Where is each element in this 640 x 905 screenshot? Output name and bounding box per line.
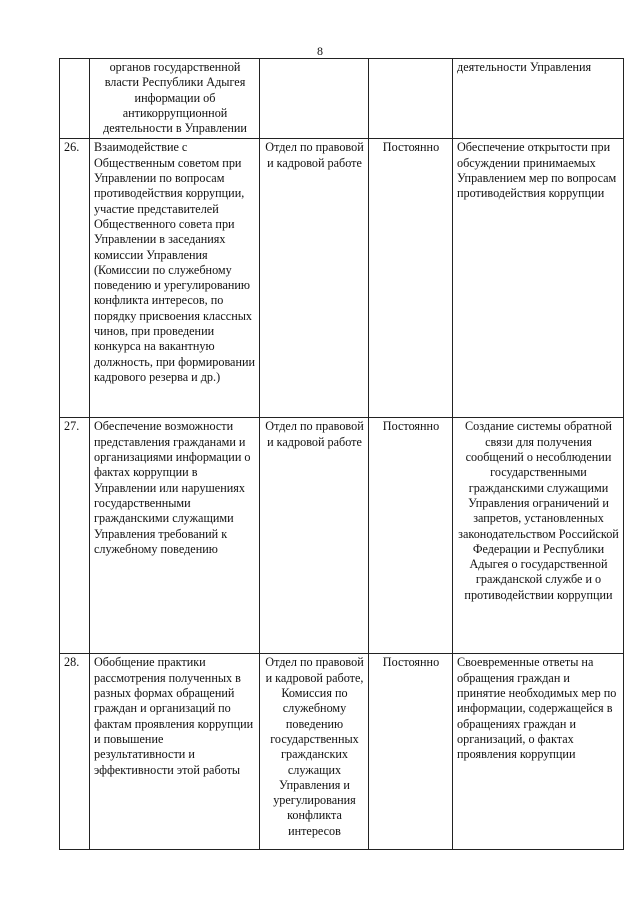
activity-cell: органов государственной власти Республики Адыгея информации об антикоррупционной деятельности в Управлении — [90, 59, 260, 139]
term-cell: Постоянно — [369, 418, 453, 654]
table-row — [60, 139, 624, 418]
result-cell: Обеспечение открытости при обсуждении принимаемых Управлением мер по вопросам противодействия коррупции — [453, 139, 624, 418]
responsible-cell: Отдел по правовой и кадровой работе, Комиссия по служебному поведению государственных гражданских служащих Управления и урегулирования конфликта интересов — [260, 654, 369, 850]
responsible-cell: Отдел по правовой и кадровой работе — [260, 139, 369, 418]
row-number-cell: 27. — [60, 418, 90, 654]
activity-cell: Обобщение практики рассмотрения полученных в разных формах обращений граждан и организаций по фактам проявления коррупции и повышение результативности и эффективности этой работы — [90, 654, 260, 850]
table-row — [60, 59, 624, 139]
responsible-cell: Отдел по правовой и кадровой работе — [260, 418, 369, 654]
term-cell — [369, 59, 453, 139]
term-cell: Постоянно — [369, 139, 453, 418]
row-number-cell: 26. — [60, 139, 90, 418]
activity-cell: Взаимодействие с Общественным советом при Управлении по вопросам противодействия коррупции, участие представителей Общественного совета при Управлении в заседаниях комиссии Управления (Комиссии по служебному поведению и урегулированию конфликта интересов, по порядку присвоения классных чинов, при проведении конкурса на вакантную должность, при формировании кадрового резерва и др.) — [90, 139, 260, 418]
row-number-cell — [60, 59, 90, 139]
result-cell: деятельности Управления — [453, 59, 624, 139]
table-row — [60, 654, 624, 850]
result-cell: Своевременные ответы на обращения граждан и принятие необходимых мер по информации, содержащейся в обращениях граждан и организаций, о фактах проявления коррупции — [453, 654, 624, 850]
result-cell: Создание системы обратной связи для получения сообщений о несоблюдении государственными гражданскими служащими Управления ограничений и запретов, установленных законодательством Российской Федерации и Республики Адыгея о государственной гражданской службе и о противодействии коррупции — [453, 418, 624, 654]
row-number-cell: 28. — [60, 654, 90, 850]
page-number: 8 — [317, 44, 323, 58]
term-cell: Постоянно — [369, 654, 453, 850]
responsible-cell — [260, 59, 369, 139]
activity-cell: Обеспечение возможности представления гражданами и организациями информации о фактах коррупции в Управлении или нарушениях государственными гражданскими служащими Управления требований к служебному поведению — [90, 418, 260, 654]
table-row — [60, 418, 624, 654]
measures-table — [59, 58, 624, 850]
